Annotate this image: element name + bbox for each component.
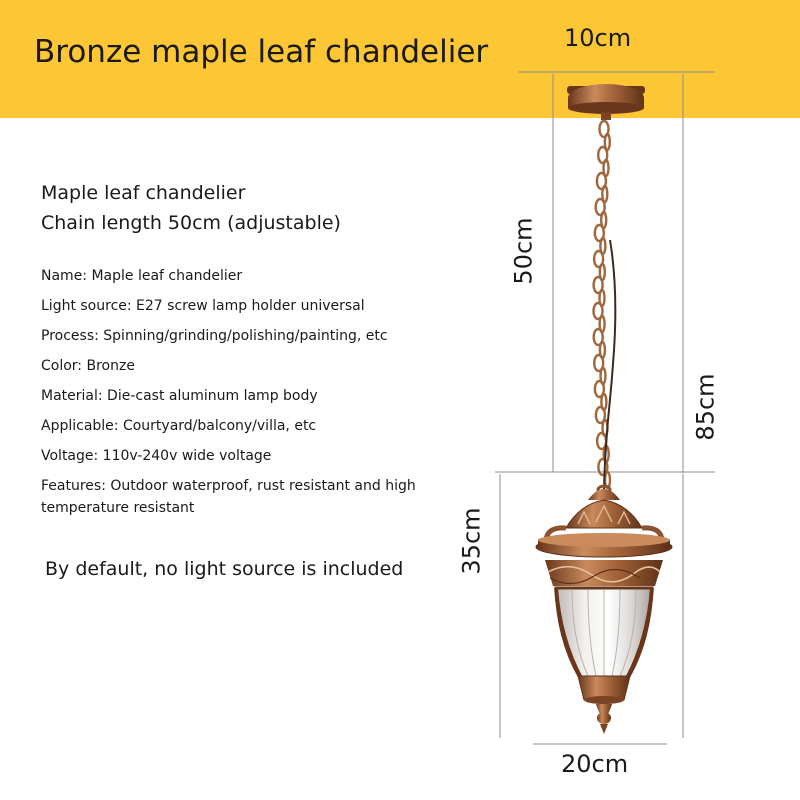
spec-color: Color: Bronze bbox=[41, 358, 135, 374]
spec-name: Name: Maple leaf chandelier bbox=[41, 268, 243, 284]
dimension-shade-height: 35cm bbox=[457, 507, 486, 575]
intro-line-1: Maple leaf chandelier bbox=[41, 182, 246, 204]
ceiling-canopy bbox=[567, 84, 645, 120]
spec-applicable: Applicable: Courtyard/balcony/villa, etc bbox=[41, 418, 317, 434]
lantern bbox=[536, 486, 672, 734]
spec-light-source: Light source: E27 screw lamp holder universal bbox=[41, 298, 365, 314]
spec-material: Material: Die-cast aluminum lamp body bbox=[41, 388, 318, 404]
intro-line-2: Chain length 50cm (adjustable) bbox=[41, 212, 341, 234]
dimension-bottom-width: 20cm bbox=[561, 750, 629, 778]
dimension-chain-length: 50cm bbox=[509, 217, 538, 285]
dimension-top-width: 10cm bbox=[564, 24, 632, 52]
spec-process: Process: Spinning/grinding/polishing/painting, etc bbox=[41, 328, 388, 344]
spec-features: Features: Outdoor waterproof, rust resistant and high temperature resistant bbox=[41, 478, 416, 516]
dimension-total-height: 85cm bbox=[691, 373, 720, 441]
light-source-note: By default, no light source is included bbox=[45, 558, 404, 580]
spec-voltage: Voltage: 110v-240v wide voltage bbox=[41, 448, 272, 464]
page-title: Bronze maple leaf chandelier bbox=[34, 34, 489, 70]
